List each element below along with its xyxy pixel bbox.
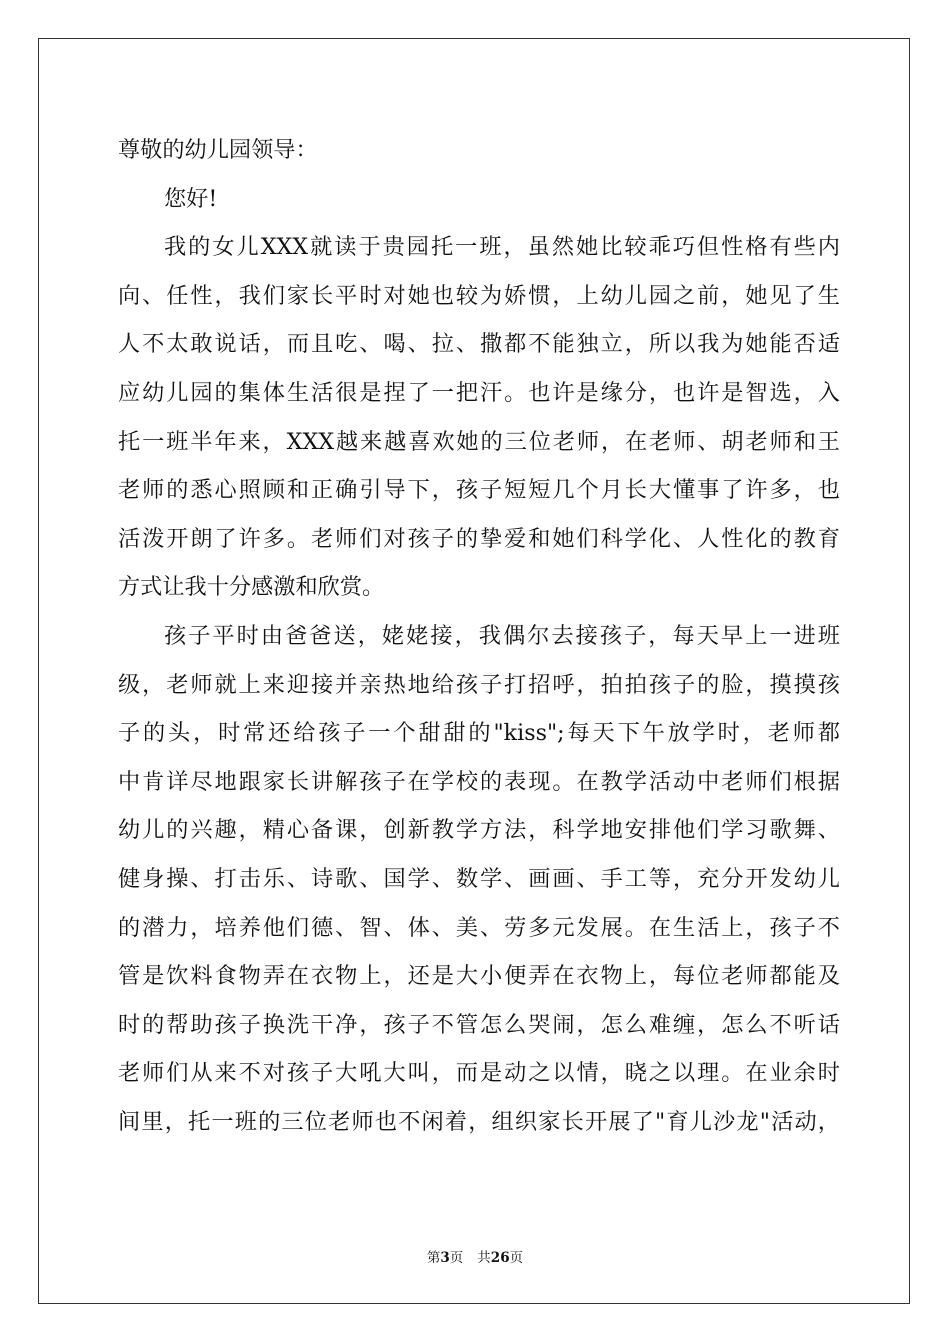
letter-body — [118, 126, 840, 1146]
paragraph-line: 级，老师就上来迎接并亲热地给孩子打招呼，拍拍孩子的脸，摸摸孩 — [118, 671, 840, 698]
page-number: 3 — [440, 1250, 450, 1266]
paragraph-line: 人不太敢说话，而且吃、喝、拉、撒都不能独立，所以我为她能否适 — [118, 331, 840, 358]
paragraph-line: 时的帮助孩子换洗干净，孩子不管怎么哭闹，怎么难缠，怎么不听话 — [118, 1011, 840, 1038]
paragraph-line: 子的头，时常还给孩子一个甜甜的"kiss";每天下午放学时，老师都 — [118, 720, 840, 747]
paragraph-line: 托一班半年来，XXX越来越喜欢她的三位老师，在老师、胡老师和王 — [118, 428, 840, 455]
paragraph-1 — [118, 223, 840, 612]
paragraph-2 — [118, 612, 840, 1147]
paragraph-line: 应幼儿园的集体生活很是捏了一把汗。也许是缘分，也许是智选，入 — [118, 379, 840, 406]
paragraph-line: 管是饮料食物弄在衣物上，还是大小便弄在衣物上，每位老师都能及 — [118, 963, 840, 990]
page-label-suffix: 页 — [449, 1250, 464, 1266]
paragraph-line: 中肯详尽地跟家长讲解孩子在学校的表现。在教学活动中老师们根据 — [118, 768, 840, 795]
paragraph-line: 间里，托一班的三位老师也不闲着，组织家长开展了"育儿沙龙"活动， — [118, 1108, 840, 1135]
paragraph-line: 孩子平时由爸爸送，姥姥接，我偶尔去接孩子，每天早上一进班 — [164, 622, 840, 649]
total-label-prefix: 共 — [477, 1250, 491, 1266]
paragraph-line: 的潜力，培养他们德、智、体、美、劳多元发展。在生活上，孩子不 — [118, 914, 840, 941]
greeting: 您好! — [164, 185, 218, 212]
paragraph-line: 我的女儿XXX就读于贵园托一班，虽然她比较乖巧但性格有些内 — [164, 234, 840, 261]
paragraph-line: 老师们从来不对孩子大吼大叫，而是动之以情，晓之以理。在业余时 — [118, 1060, 840, 1087]
paragraph-line: 方式让我十分感激和欣赏。 — [118, 574, 385, 601]
total-pages: 26 — [490, 1250, 510, 1266]
paragraph-line: 健身操、打击乐、诗歌、国学、数学、画画、手工等，充分开发幼儿 — [118, 865, 840, 892]
salutation: 尊敬的幼儿园领导： — [118, 137, 318, 163]
paragraph-line: 老师的悉心照顾和正确引导下，孩子短短几个月长大懂事了许多，也 — [118, 477, 840, 504]
paragraph-line: 幼儿的兴趣，精心备课，创新教学方法，科学地安排他们学习歌舞、 — [118, 817, 840, 844]
total-label-suffix: 页 — [509, 1250, 524, 1266]
paragraph-line: 活泼开朗了许多。老师们对孩子的挚爱和她们科学化、人性化的教育 — [118, 525, 840, 552]
page-footer — [0, 1246, 950, 1266]
page-label-prefix: 第 — [426, 1250, 441, 1266]
paragraph-line: 向、任性，我们家长平时对她也较为娇惯，上幼儿园之前，她见了生 — [118, 282, 840, 309]
